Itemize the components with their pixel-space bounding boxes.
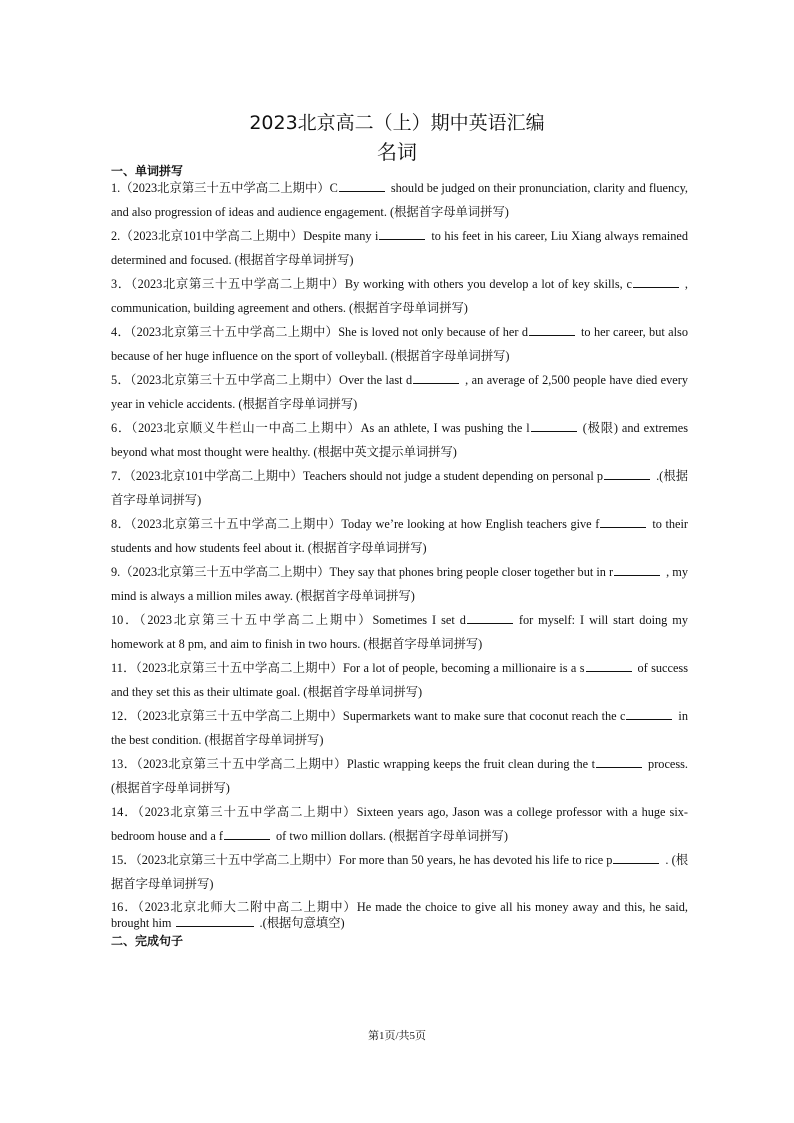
- question-item: [111, 899, 688, 931]
- question-hint: to her career, but also because of her huge influence on the sport of volleyball. (根据首字母单词拼写): [111, 325, 688, 363]
- question-text: 13．（2023北京第三十五中学高二上期中）Plastic wrapping keeps the fruit clean during the t: [111, 757, 596, 771]
- question-text: 6．（2023北京顺义牛栏山一中高二上期中）As an athlete, I was pushing the l: [111, 421, 530, 435]
- question-hint: of success and they set this as their ultimate goal. (根据首字母单词拼写): [111, 661, 688, 699]
- document-title: 2023北京高二（上）期中英语汇编: [249, 112, 545, 134]
- answer-blank[interactable]: [613, 853, 659, 864]
- document-subtitle: 名词: [377, 140, 417, 164]
- question-hint: , my mind is always a million miles away. (根据首字母单词拼写): [111, 565, 688, 603]
- question-item: [111, 512, 688, 560]
- section-heading-complete-sentences: 二、完成句子: [111, 934, 184, 948]
- question-item: [111, 464, 688, 512]
- question-list: [111, 176, 688, 931]
- question-hint: should be judged on their pronunciation, clarity and fluency, and also progression of ideas and audience engagement. (根据首字母单词拼写): [111, 181, 688, 219]
- question-text: 15．（2023北京第三十五中学高二上期中）For more than 50 years, he has devoted his life to rice p: [111, 853, 613, 867]
- question-hint: , an average of 2,500 people have died every year in vehicle accidents. (根据首字母单词拼写): [111, 373, 688, 411]
- question-hint: to his feet in his career, Liu Xiang always remained determined and focused. (根据首字母单词拼写): [111, 229, 688, 267]
- answer-blank[interactable]: [596, 757, 642, 768]
- question-hint: .(根据首字母单词拼写): [111, 469, 689, 507]
- answer-blank[interactable]: [600, 517, 646, 528]
- answer-blank[interactable]: [529, 325, 575, 336]
- question-item: [111, 800, 688, 848]
- answer-blank[interactable]: [467, 613, 513, 624]
- question-item: [111, 608, 688, 656]
- question-text: 2.（2023北京101中学高二上期中）Despite many i: [111, 229, 379, 243]
- question-item: [111, 224, 688, 272]
- question-hint: for myself: I will start doing my homework at 8 pm, and aim to finish in two hours. (根据首字母单词拼写): [111, 613, 688, 651]
- question-item: [111, 368, 688, 416]
- page-number: 第1页/共5页: [367, 1030, 427, 1042]
- question-text: 4．（2023北京第三十五中学高二上期中）She is loved not only because of her d: [111, 325, 528, 339]
- answer-blank[interactable]: [379, 229, 425, 240]
- question-text: 3．（2023北京第三十五中学高二上期中）By working with others you develop a lot of key skills, c: [111, 277, 632, 291]
- question-text: 16．（2023北京北师大二附中高二上期中）He made the choice to give all his money away and this, he said, brought him: [111, 900, 688, 930]
- question-item: [111, 272, 688, 320]
- answer-blank[interactable]: [339, 181, 385, 192]
- answer-blank[interactable]: [531, 421, 577, 432]
- answer-blank[interactable]: [413, 373, 459, 384]
- question-text: 11．（2023北京第三十五中学高二上期中）For a lot of people, becoming a millionaire is a s: [111, 661, 585, 675]
- question-item: [111, 752, 688, 800]
- question-item: [111, 320, 688, 368]
- question-item: [111, 656, 688, 704]
- question-text: 9.（2023北京第三十五中学高二上期中）They say that phones bring people closer together but in r: [111, 565, 614, 579]
- question-item: [111, 848, 688, 896]
- question-text: 5．（2023北京第三十五中学高二上期中）Over the last d: [111, 373, 413, 387]
- question-item: [111, 416, 688, 464]
- question-item: [111, 176, 688, 224]
- answer-blank[interactable]: [633, 277, 679, 288]
- answer-blank[interactable]: [626, 709, 672, 720]
- answer-blank[interactable]: [224, 829, 270, 840]
- question-text: 7．（2023北京101中学高二上期中）Teachers should not judge a student depending on personal p: [111, 469, 604, 483]
- question-hint: .(根据句意填空): [259, 916, 345, 930]
- question-text: 12．（2023北京第三十五中学高二上期中）Supermarkets want to make sure that coconut reach the c: [111, 709, 626, 723]
- question-text: 8．（2023北京第三十五中学高二上期中）Today we’re looking at how English teachers give f: [111, 517, 600, 531]
- question-text: 10．（2023北京第三十五中学高二上期中）Sometimes I set d: [111, 613, 466, 627]
- question-hint: of two million dollars. (根据首字母单词拼写): [276, 829, 508, 843]
- question-item: [111, 704, 688, 752]
- question-hint: process. (根据首字母单词拼写): [111, 757, 688, 795]
- question-text: 1.（2023北京第三十五中学高二上期中）C: [111, 181, 338, 195]
- question-hint: to their students and how students feel about it. (根据首字母单词拼写): [111, 517, 688, 555]
- question-hint: in the best condition. (根据首字母单词拼写): [111, 709, 688, 747]
- answer-blank[interactable]: [614, 565, 660, 576]
- question-text: 14．（2023北京第三十五中学高二上期中）Sixteen years ago, Jason was a college professor with a huge six-bedroom house and a f: [111, 805, 688, 843]
- section-heading-spelling: 一、单词拼写: [111, 164, 184, 178]
- question-hint: . (根据首字母单词拼写): [111, 853, 688, 891]
- question-item: [111, 560, 688, 608]
- question-hint: (极限) and extremes beyond what most thought were healthy. (根据中英文提示单词拼写): [111, 421, 688, 459]
- answer-blank[interactable]: [176, 916, 254, 927]
- answer-blank[interactable]: [604, 469, 650, 480]
- answer-blank[interactable]: [586, 661, 632, 672]
- question-hint: , communication, building agreement and others. (根据首字母单词拼写): [111, 277, 688, 315]
